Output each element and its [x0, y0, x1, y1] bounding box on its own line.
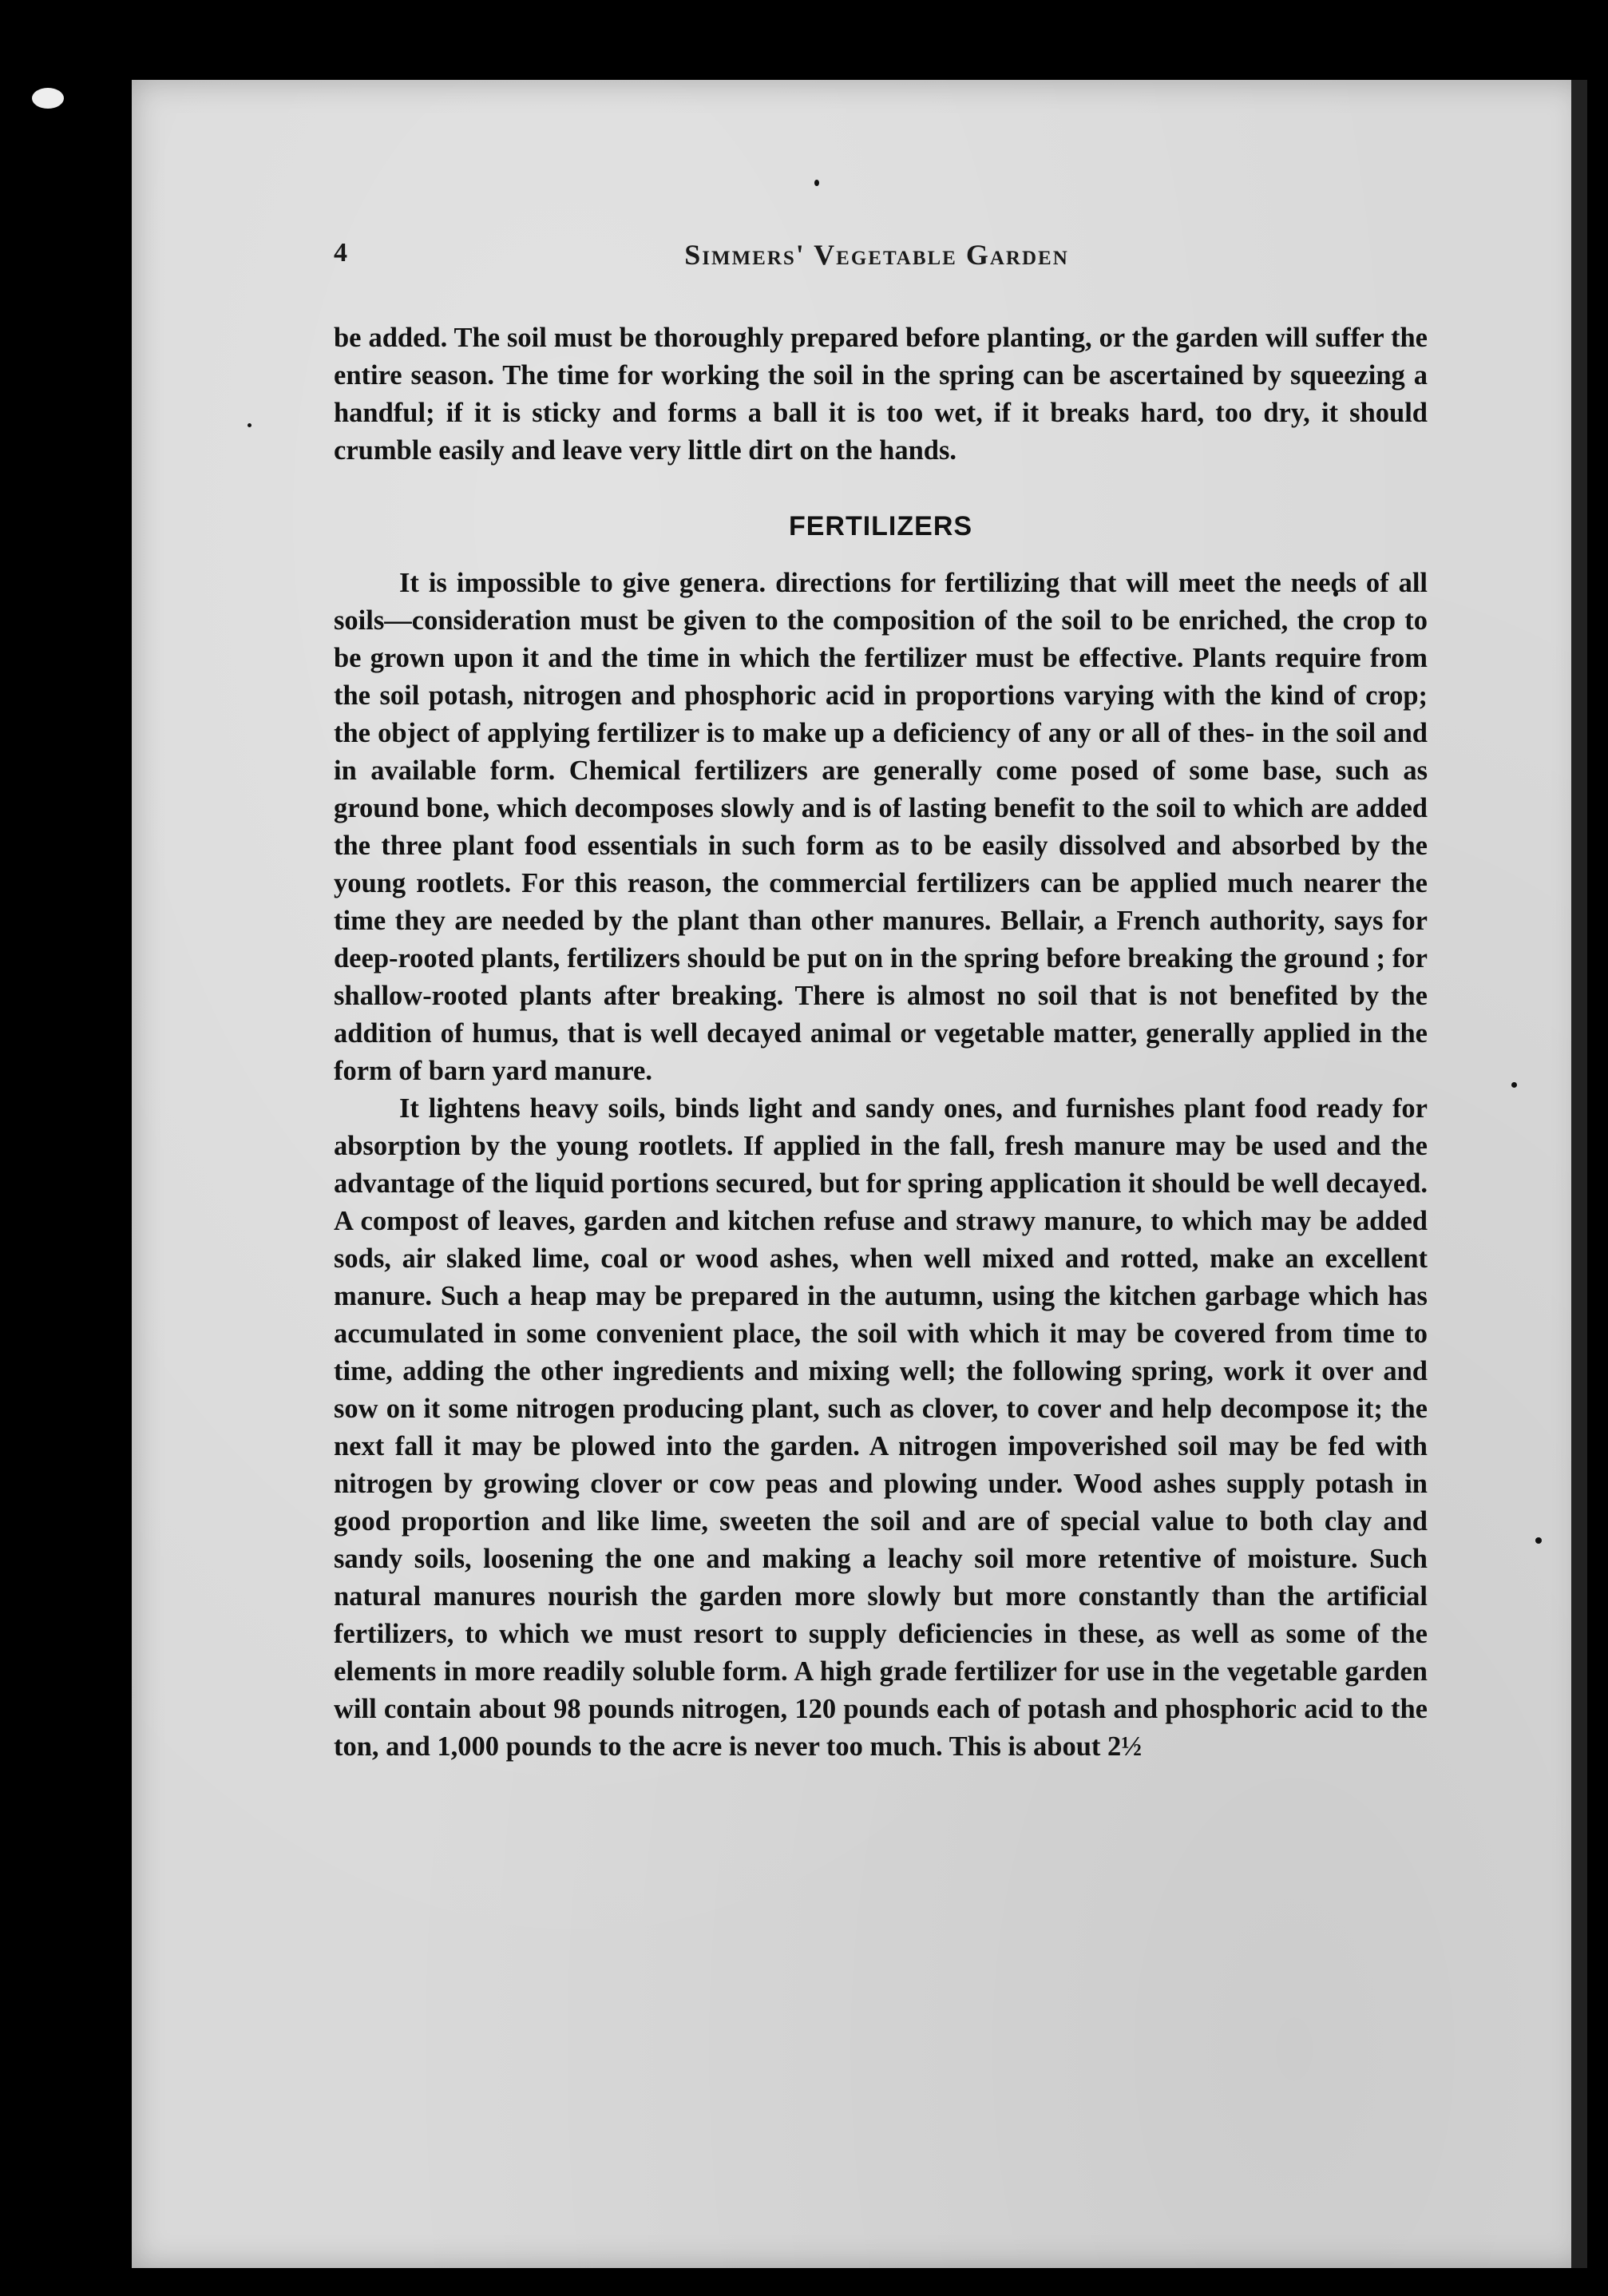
scan-speck [32, 88, 64, 109]
scan-speck [814, 180, 819, 186]
scan-speck [248, 423, 251, 427]
paragraph-fertilizers-intro: It is impossible to give genera. directions for fertilizing that will meet the needs of all soils—consideration must be given to the composition of the soil to be enriched, the crop to be grown upon it and the time in which the fertilizer must be effective. Plants require from the soil potash, nitrogen and phosphoric acid in proportions varying with the kind of crop; the object of applying fertilizer is to make up a deficiency of any or all of thes- in the soil and in available form. Chemical fertilizers are generally come posed of some base, such as ground bone, which decomposes slowly and is of lasting benefit to the soil to which are added the three plant food essentials in such form as to be easily dissolved and absorbed by the young rootlets. For this reason, the commercial fertilizers can be applied much nearer the time they are needed by the plant than other manures. Bellair, a French authority, says for deep-rooted plants, fertilizers should be put on in the spring before breaking the ground ; for shallow-rooted plants after breaking. There is almost no soil that is not benefited by the addition of humus, that is well decayed animal or vegetable matter, generally applied in the form of barn yard manure. [334, 568, 1428, 1086]
page-number: 4 [334, 238, 347, 268]
page-body [334, 319, 1428, 1766]
page-edge-shadow [1571, 80, 1587, 2268]
running-head: Simmers' Vegetable Garden [684, 239, 1069, 271]
scan-speck [1511, 1082, 1517, 1088]
page-header [334, 238, 1420, 278]
paragraph-continued: be added. The soil must be thoroughly prepared before planting, or the garden will suffer the entire season. The time for working the soil in the spring can be ascertained by squeezing a handful; if it is sticky and forms a ball it is too wet, if it breaks hard, too dry, it should crumble easily and leave very little dirt on the hands. [334, 323, 1428, 466]
scan-speck [1535, 1537, 1542, 1544]
paragraph-manures: It lightens heavy soils, binds light and sandy ones, and furnishes plant food ready for absorption by the young rootlets. If applied in the fall, fresh manure may be used and the advantage of the liquid portions secured, but for spring application it should be well decayed. A compost of leaves, garden and kitchen refuse and strawy manure, to which may be added sods, air slaked lime, coal or wood ashes, when well mixed and rotted, make an excellent manure. Such a heap may be prepared in the autumn, using the kitchen garbage which has accumulated in some convenient place, the soil with which it may be covered from time to time, adding the other ingredients and mixing well; the following spring, work it over and sow on it some nitrogen producing plant, such as clover, to cover and help decompose it; the next fall it may be plowed into the garden. A nitrogen impoverished soil may be fed with nitrogen by growing clover or cow peas and plowing under. Wood ashes supply potash in good proportion and like lime, sweeten the soil and are of special value to both clay and sandy soils, loosening the one and making a leachy soil more retentive of moisture. Such natural manures nourish the garden more slowly but more constantly than the artificial fertilizers, to which we must resort to supply deficiencies in these, as well as some of the elements in more readily soluble form. A high grade fertilizer for use in the vegetable garden will contain about 98 pounds nitrogen, 120 pounds each of potash and phosphoric acid to the ton, and 1,000 pounds to the acre is never too much. This is about 2½ [334, 1093, 1428, 1762]
section-heading-fertilizers: FERTILIZERS [788, 511, 973, 541]
